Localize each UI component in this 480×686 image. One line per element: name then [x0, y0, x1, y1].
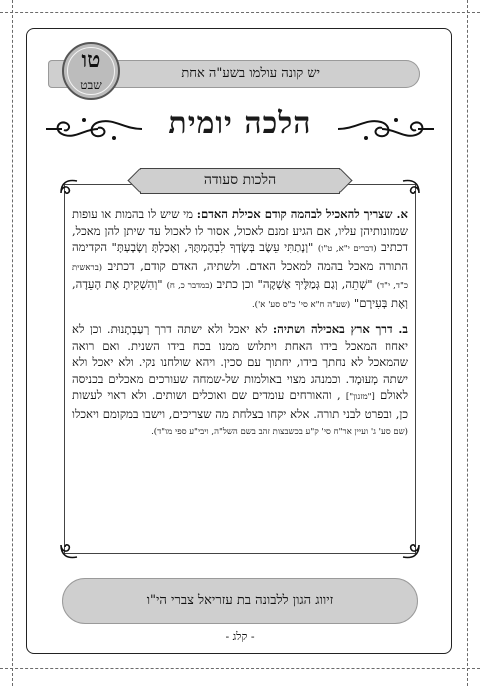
- paragraph-2: [72, 321, 408, 441]
- paragraph-1-source-3: (במדבר כ, ח): [166, 281, 213, 291]
- paragraph-1-text: מי שיש לו בהמות או עופות שמזונותיהן עליו, אם הגיע זמנם לאכול, אסור לו לאכול עד שיתן להן מאכל, דכתיב: [72, 207, 409, 254]
- paragraph-1: [72, 206, 408, 313]
- cut-line-bottom: [0, 668, 480, 669]
- paragraph-1-source-1: (דברים י"א, ט"ו): [317, 244, 377, 254]
- date-badge: [62, 42, 120, 100]
- corner-ornament-top-left: [57, 177, 79, 199]
- corner-ornament-bottom-right: [401, 539, 423, 561]
- badge-day: טו: [81, 47, 101, 73]
- body-text: [72, 206, 408, 449]
- cut-line-left: [12, 0, 13, 686]
- badge-month: שבט: [80, 78, 102, 92]
- paragraph-1-text-3: "שְׁתֵה, וְגַם גְּמַלֶּיךָ אַשְׁקֶה" וכן כתיב: [216, 277, 373, 291]
- section-title: הלכות סעודה: [140, 168, 340, 194]
- page-number: - קלג -: [225, 630, 255, 643]
- corner-ornament-bottom-left: [57, 539, 79, 561]
- paragraph-1-source-2: (בראשית כ"ד, י"ד): [72, 262, 409, 291]
- paragraph-2-source-1: ["מזנון"]: [345, 392, 375, 402]
- paragraph-2-source-2: (שם סע' ג' ועיין אר"ח סי' ק"ע בכשבצות זהב בשם השל"ה, ויבי"ע ספי מו"ד).: [151, 427, 408, 437]
- paragraph-1-text-2: "וְנָתַתִּי עֵשֶׂב בְּשָׂדְךָ לִבְהֶמְתֶּךָ, וְאָכַלְתָּ וְשָׂבָעְתָּ" הקדימה התורה מאכל בהמה למאכל האדם. ולשתיה, האדם קודם, דכתיב: [72, 240, 409, 273]
- main-title: הלכה יומית: [168, 106, 312, 141]
- paragraph-1-source-4: (שע"ה ח"א סי' כ"ס סע' א').: [251, 299, 351, 310]
- header-text: יש קונה עולמו בשע"ה אחת: [181, 66, 320, 81]
- title-flourish-right: [336, 114, 436, 144]
- title-flourish-left: [44, 114, 144, 144]
- title-row: [40, 106, 440, 152]
- cut-line-right: [467, 0, 468, 686]
- paragraph-2-text: לא יאכל ולא ישתה דרך רְעַבְתָנוּת. וכן לא יאחוז המאכל בידו האחת ויתלוש ממנו בכח בידו השנית. ואם רואה שהמאכל לא נחתך בידו, יחתוך עם סכין. ויהא שולחנו נקי. ולא יאכל ולא ישתה מְעוּמָד. וכמנהג מצוי באולמות של-שמחה שעורכים מאכלים בכניסה לאולם: [72, 322, 409, 402]
- paragraph-2-text-2: , והאורחים עומדים שם ואוכלים ושותים. ולא ראוי לעשות כן, ובפרט לבני תורה. אלא יקחו בצלחת מה שצריכים, וישבו במקומם ויאכלו: [72, 388, 408, 421]
- paragraph-1-text-4: "וְהִשְׁקִיתָ אֶת הָעֵדָה, וְאֶת בְּעִירָם": [72, 277, 408, 310]
- corner-ornament-top-right: [401, 177, 423, 199]
- paragraph-2-heading: ב. דרך ארץ באכילה ושתיה:: [272, 322, 408, 336]
- cut-line-top: [0, 12, 480, 13]
- dedication-banner: זיווג הגון ללבונה בת עזריאל צברי הי"ו: [62, 578, 418, 624]
- paragraph-1-heading: א. שצריך להאכיל לבהמה קודם אכילת האדם:: [196, 207, 409, 221]
